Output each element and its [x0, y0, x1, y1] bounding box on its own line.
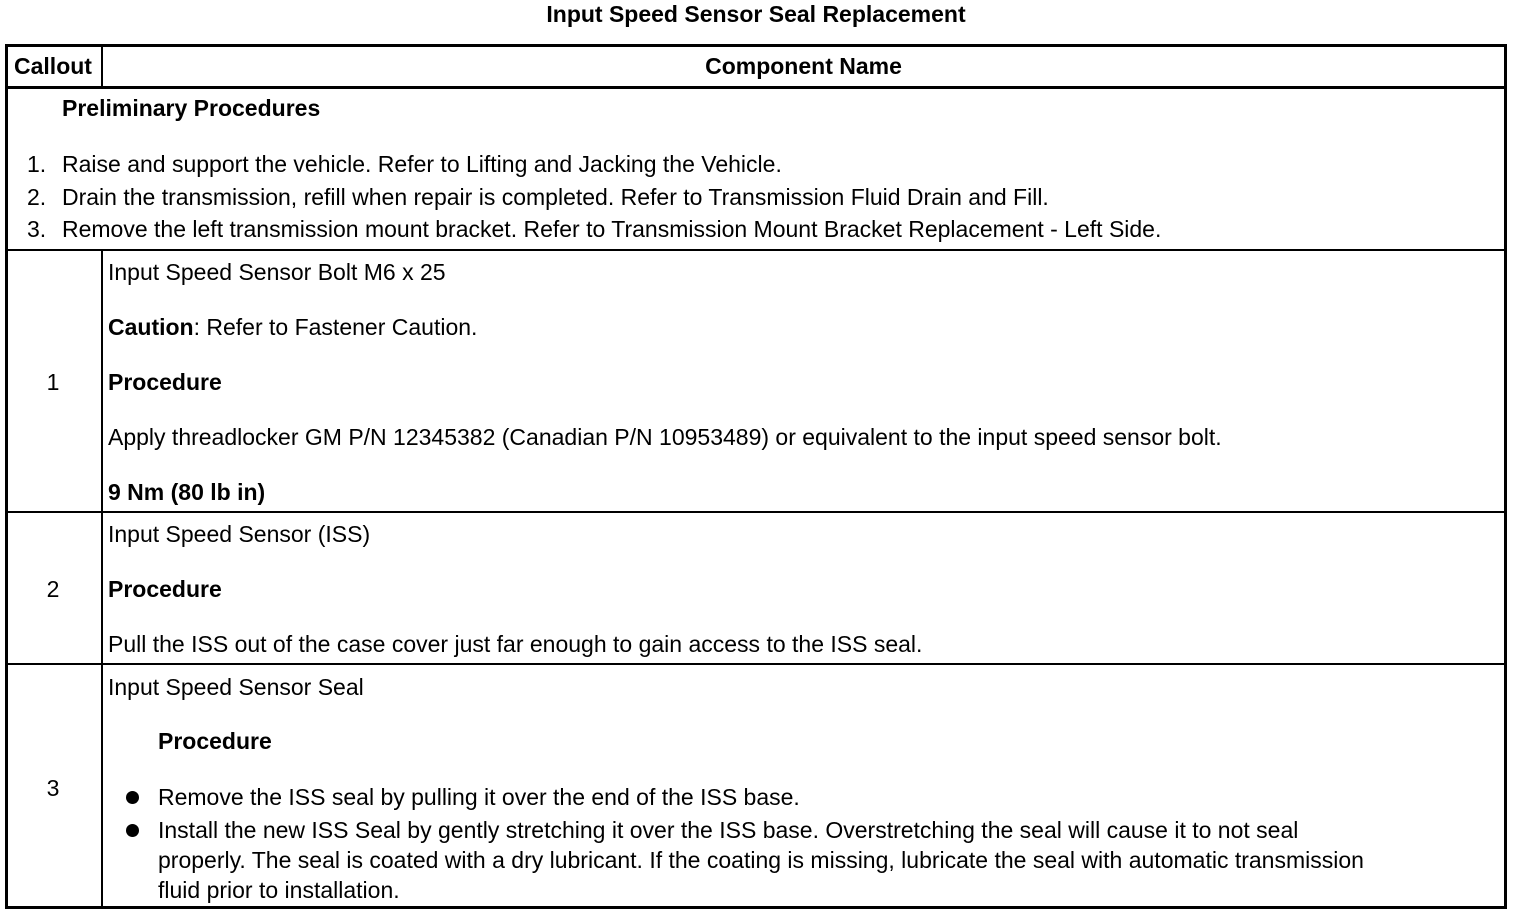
procedure-text: Pull the ISS out of the case cover just far enough to gain access to the ISS seal. [108, 631, 923, 657]
preliminary-heading: Preliminary Procedures [62, 95, 321, 121]
row-divider [5, 663, 1507, 665]
bullet-icon [126, 791, 139, 804]
step-number: 2. [27, 184, 47, 210]
component-name: Input Speed Sensor Seal [108, 674, 364, 700]
row-divider [5, 511, 1507, 513]
page-title: Input Speed Sensor Seal Replacement [546, 1, 966, 27]
procedure-label: Procedure [108, 369, 222, 395]
callout-number: 1 [46, 369, 60, 395]
torque-spec: 9 Nm (80 lb in) [108, 479, 266, 505]
bullet-text-continued: properly. The seal is coated with a dry lubricant. If the coating is missing, lubricate the seal with automatic transmission [158, 847, 1364, 873]
caution-text: : Refer to Fastener Caution. [193, 314, 478, 340]
caution-label: Caution [108, 314, 194, 340]
component-name: Input Speed Sensor Bolt M6 x 25 [108, 259, 446, 285]
bullet-text: Install the new ISS Seal by gently stretching it over the ISS base. Overstretching the seal will cause it to not seal [158, 817, 1299, 843]
component-name: Input Speed Sensor (ISS) [108, 521, 371, 547]
step-text: Remove the left transmission mount bracket. Refer to Transmission Mount Bracket Replacement - Left Side. [62, 216, 1162, 242]
row-divider [5, 249, 1507, 251]
caution-line [108, 316, 477, 339]
bullet-text-continued: fluid prior to installation. [158, 877, 400, 903]
step-number: 3. [27, 216, 47, 242]
step-text: Drain the transmission, refill when repair is completed. Refer to Transmission Fluid Drain and Fill. [62, 184, 1049, 210]
procedure-label: Procedure [108, 576, 222, 602]
column-divider [101, 251, 103, 909]
callout-number: 2 [46, 576, 60, 602]
bullet-icon [126, 824, 139, 837]
column-header-component-name: Component Name [705, 53, 902, 79]
step-text: Raise and support the vehicle. Refer to Lifting and Jacking the Vehicle. [62, 151, 782, 177]
procedure-label: Procedure [158, 728, 272, 754]
header-divider [5, 86, 1507, 89]
callout-number: 3 [46, 775, 60, 801]
step-number: 1. [27, 151, 47, 177]
bullet-text: Remove the ISS seal by pulling it over the end of the ISS base. [158, 784, 800, 810]
procedure-text: Apply threadlocker GM P/N 12345382 (Canadian P/N 10953489) or equivalent to the input speed sensor bolt. [108, 424, 1222, 450]
column-header-callout: Callout [14, 53, 92, 79]
